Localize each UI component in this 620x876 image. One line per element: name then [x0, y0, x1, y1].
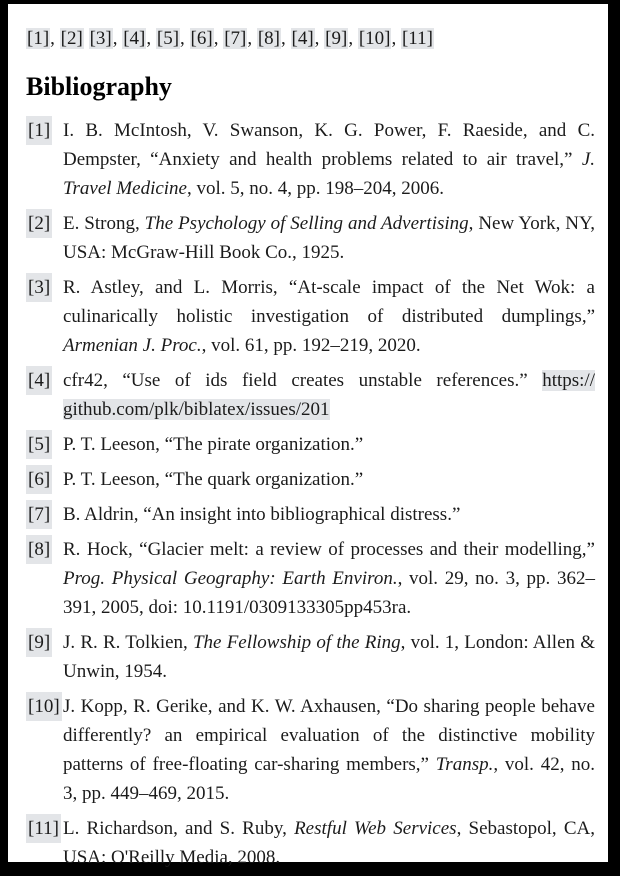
- entry-text-segment: , New York, NY, USA: McGraw-Hill Book Co., 1925.: [63, 213, 595, 263]
- bibliography-entry: [26, 116, 595, 203]
- entry-text: [63, 465, 595, 494]
- entry-label-column: [26, 628, 63, 657]
- entry-label-column: [26, 535, 63, 564]
- entry-label-column: [26, 500, 63, 529]
- bibliography-list: [26, 116, 595, 872]
- entry-label[interactable]: [10]: [26, 692, 62, 721]
- entry-text: [63, 628, 595, 686]
- document-page: [8, 4, 608, 868]
- entry-text-segment: , vol. 5, no. 4, pp. 198–204, 2006.: [187, 178, 445, 199]
- entry-text: [63, 692, 595, 808]
- entry-text-segment: E. Strong,: [63, 213, 145, 234]
- entry-italic-title: The Fellowship of the Ring: [192, 632, 401, 653]
- citation-ref[interactable]: [5]: [156, 28, 180, 49]
- entry-label[interactable]: [1]: [26, 116, 52, 145]
- bibliography-entry: [26, 628, 595, 686]
- entry-italic-title: Armenian J. Proc.: [63, 335, 202, 356]
- entry-label[interactable]: [6]: [26, 465, 52, 494]
- entry-text: [63, 116, 595, 203]
- citation-ref[interactable]: [6]: [190, 28, 213, 49]
- entry-label-column: [26, 209, 63, 238]
- citation-ref[interactable]: [2]: [60, 28, 83, 49]
- entry-text: [63, 209, 595, 267]
- entry-label-column: [26, 366, 63, 395]
- entry-text: [63, 814, 595, 872]
- entry-text-segment: J. Kopp, R. Gerike, and K. W. Axhausen, “Do sharing people behave differently? an empirical evaluation of the distinctive mobility patterns of free-floating car-sharing members,”: [63, 696, 595, 775]
- bibliography-entry: [26, 209, 595, 267]
- bibliography-entry: [26, 692, 595, 808]
- citation-ref[interactable]: [3]: [89, 28, 112, 49]
- citation-ref[interactable]: [4]: [291, 28, 314, 49]
- bibliography-entry: [26, 430, 595, 459]
- entry-label[interactable]: [7]: [26, 500, 52, 529]
- citation-line: [1], [2] [3], [4], [5], [6], [7], [8], [4], [9], [10], [11]: [27, 28, 433, 49]
- entry-text-segment: R. Astley, and L. Morris, “At-scale impact of the Net Wok: a culinarically holistic investigation of distributed dumplings,”: [63, 277, 595, 327]
- bibliography-entry: [26, 465, 595, 494]
- entry-text-segment: B. Aldrin, “An insight into bibliographical distress.”: [63, 504, 461, 525]
- entry-text-segment: L. Richardson, and S. Ruby,: [63, 818, 295, 839]
- entry-text: [63, 500, 595, 529]
- entry-text: [63, 535, 595, 622]
- citation-ref[interactable]: [11]: [401, 28, 433, 49]
- entry-label-column: [26, 692, 63, 721]
- citation-ref[interactable]: [7]: [224, 28, 247, 49]
- entry-url-link[interactable]: https://: [542, 370, 595, 391]
- bibliography-heading: Bibliography: [26, 72, 172, 101]
- entry-label[interactable]: [2]: [26, 209, 52, 238]
- entry-text-segment: , vol. 1, London: Allen & Unwin, 1954.: [63, 632, 595, 682]
- entry-label-column: [26, 814, 63, 843]
- entry-label[interactable]: [8]: [26, 535, 52, 564]
- entry-italic-title: J. Travel Medicine: [63, 149, 595, 199]
- citation-ref[interactable]: [10]: [358, 28, 391, 49]
- citation-ref[interactable]: [1]: [27, 28, 50, 49]
- entry-text: [63, 273, 595, 360]
- entry-italic-title: Restful Web Services: [294, 818, 457, 839]
- bibliography-entry: [26, 500, 595, 529]
- entry-text-segment: , Sebastopol, CA, USA: O'Reilly Media, 2008.: [63, 818, 595, 868]
- citation-ref[interactable]: [8]: [257, 28, 280, 49]
- entry-italic-title: Transp.: [435, 754, 494, 775]
- entry-text-segment: P. T. Leeson, “The quark organization.”: [63, 469, 364, 490]
- entry-text-segment: I. B. McIntosh, V. Swanson, K. G. Power, F. Raeside, and C. Dempster, “Anxiety and health problems related to air travel,”: [63, 120, 595, 170]
- entry-label-column: [26, 273, 63, 302]
- entry-label[interactable]: [11]: [26, 814, 61, 843]
- entry-text-segment: R. Hock, “Glacier melt: a review of processes and their modelling,”: [63, 539, 595, 560]
- citation-ref[interactable]: [4]: [123, 28, 146, 49]
- entry-label[interactable]: [3]: [26, 273, 52, 302]
- bibliography-entry: [26, 273, 595, 360]
- entry-text-segment: P. T. Leeson, “The pirate organization.”: [63, 434, 364, 455]
- entry-label[interactable]: [4]: [26, 366, 52, 395]
- bibliography-entry: [26, 814, 595, 872]
- entry-label[interactable]: [5]: [26, 430, 52, 459]
- entry-text: [63, 366, 595, 424]
- entry-label-column: [26, 430, 63, 459]
- entry-label-column: [26, 465, 63, 494]
- entry-label[interactable]: [9]: [26, 628, 52, 657]
- entry-text: [63, 430, 595, 459]
- entry-text-segment: , vol. 61, pp. 192–219, 2020.: [201, 335, 421, 356]
- citation-ref[interactable]: [9]: [325, 28, 348, 49]
- bibliography-entry: [26, 366, 595, 424]
- entry-label-column: [26, 116, 63, 145]
- entry-text-segment: , vol. 42, no. 3, pp. 449–469, 2015.: [63, 754, 595, 804]
- entry-text-segment: , vol. 29, no. 3, pp. 362–391, 2005, doi: 10.1191/0309133305pp453ra.: [63, 568, 595, 618]
- bibliography-entry: [26, 535, 595, 622]
- entry-url-link[interactable]: github.com/plk/biblatex/issues/201: [63, 399, 330, 420]
- entry-italic-title: Prog. Physical Geography: Earth Environ.: [63, 568, 398, 589]
- entry-text-segment: J. R. R. Tolkien,: [63, 632, 193, 653]
- entry-italic-title: The Psychology of Selling and Advertising: [144, 213, 469, 234]
- entry-text-segment: cfr42, “Use of ids field creates unstable references.”: [63, 370, 543, 391]
